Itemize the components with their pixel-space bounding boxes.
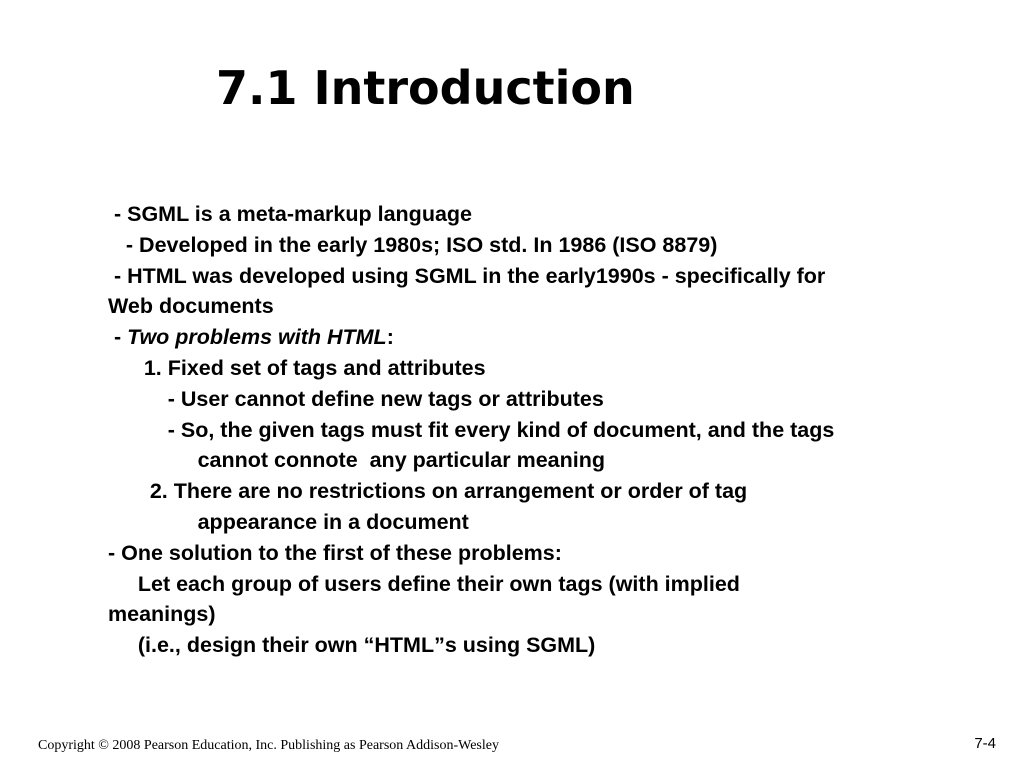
slide-title: 7.1 Introduction — [216, 61, 635, 115]
footer-copyright: Copyright © 2008 Pearson Education, Inc. Publishing as Pearson Addison-Wesley — [38, 738, 499, 753]
body-line: - HTML was developed using SGML in the early1990s - specifically for — [108, 263, 826, 288]
page-number: 7-4 — [974, 735, 996, 752]
body-line: appearance in a document — [108, 509, 469, 534]
emphasized-text: Two problems with HTML — [127, 325, 387, 350]
body-line: Web documents — [108, 294, 274, 319]
body-line: - Developed in the early 1980s; ISO std. In 1986 (ISO 8879) — [108, 232, 718, 257]
colon-suffix: : — [386, 325, 394, 350]
body-line: Let each group of users define their own tags (with implied — [108, 571, 740, 596]
bullet-prefix: - — [108, 325, 128, 350]
body-line: - SGML is a meta-markup language — [108, 202, 472, 226]
body-line: - User cannot define new tags or attributes — [108, 386, 604, 411]
body-line: (i.e., design their own “HTML”s using SGML) — [108, 633, 596, 658]
body-line: meanings) — [108, 602, 216, 627]
body-line: 1. Fixed set of tags and attributes — [108, 355, 486, 380]
body-line: cannot connote any particular meaning — [108, 448, 605, 473]
body-line: - One solution to the first of these problems: — [108, 540, 562, 565]
body-line-problems-heading — [108, 322, 988, 353]
body-line: - So, the given tags must fit every kind of document, and the tags — [108, 417, 835, 442]
slide-body — [108, 199, 988, 661]
body-line: 2. There are no restrictions on arrangement or order of tag — [108, 479, 748, 504]
